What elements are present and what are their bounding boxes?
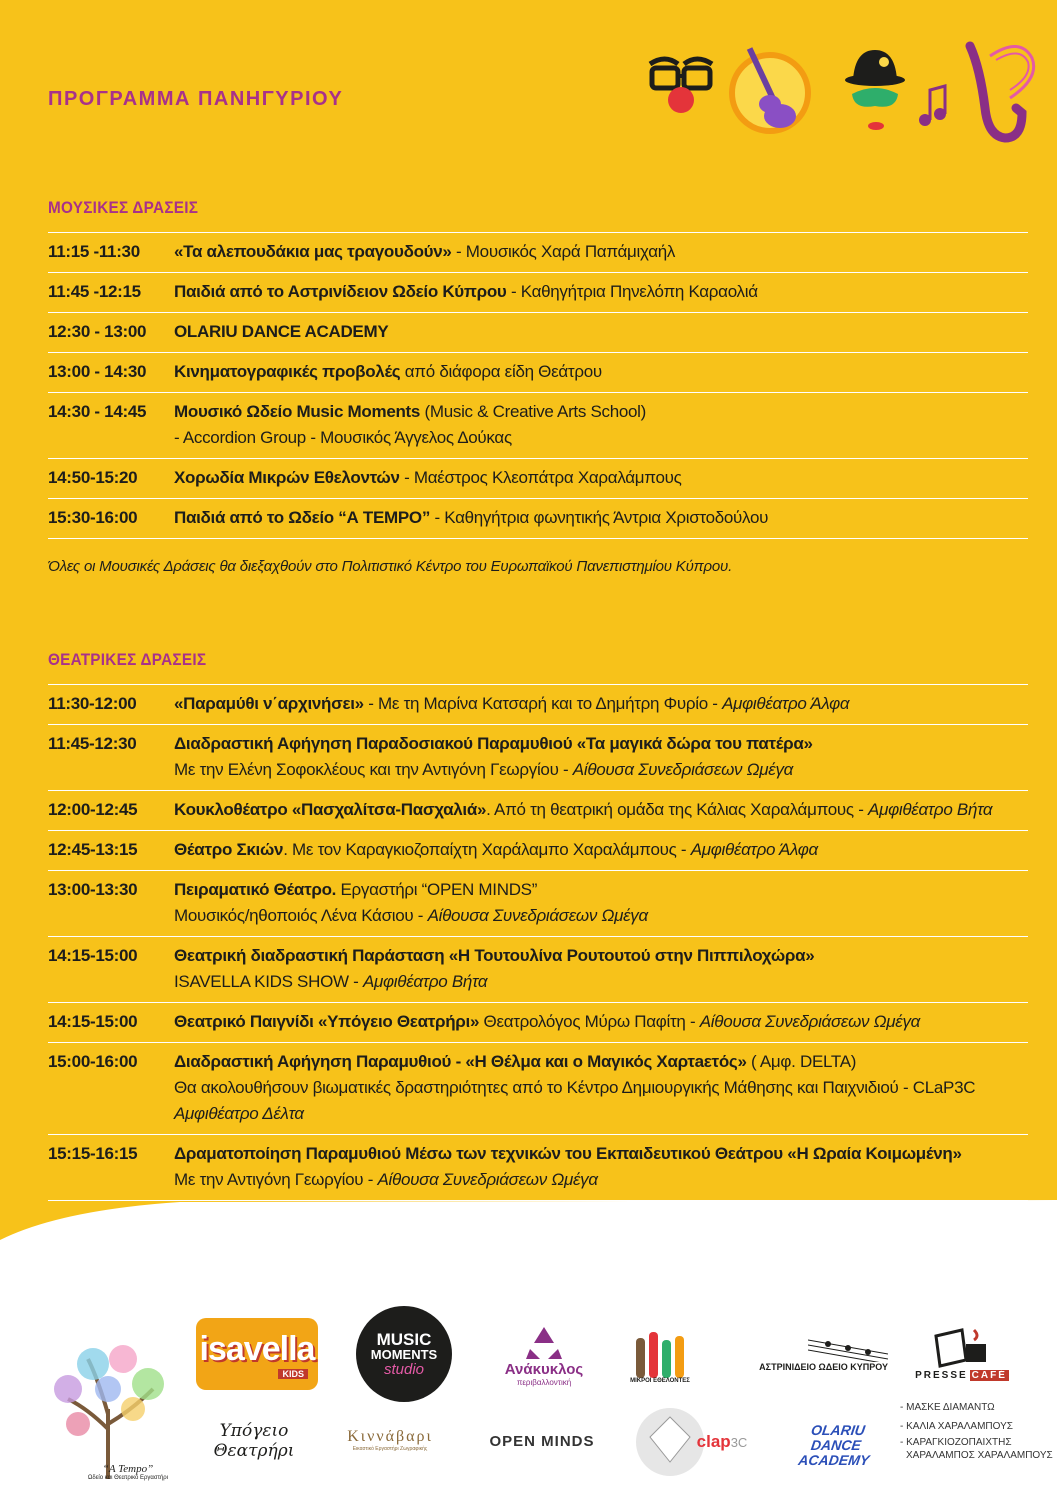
- newspaper-cup-icon: [932, 1326, 992, 1370]
- schedule-row: [48, 1042, 1028, 1134]
- kinnavari-logo: [320, 1420, 460, 1460]
- bowler-hat-mask-icon: [845, 50, 905, 130]
- ypogeio-line1: Υπόγειο: [219, 1421, 289, 1441]
- row-venue: Αμφιθέατρο Άλφα: [722, 694, 850, 713]
- schedule-row: [48, 1002, 1028, 1042]
- row-details-line2: Μουσικός/ηθοποιός Λένα Κάσιου -: [174, 906, 428, 925]
- anakyklos-name: Ανάκυκλος: [504, 1361, 584, 1378]
- schedule-row: [48, 458, 1028, 498]
- kite-icon: [635, 1407, 705, 1477]
- open-minds-logo: OPEN MINDS: [489, 1432, 595, 1450]
- guitar-icon: [732, 47, 808, 131]
- row-details: (Music & Creative Arts School): [420, 402, 647, 421]
- schedule-row: [48, 684, 1028, 724]
- music-note-icon: [919, 86, 946, 126]
- clap-name: clap: [696, 1432, 731, 1451]
- clap3c-logo: [626, 1404, 756, 1480]
- credits-list: [900, 1398, 1053, 1462]
- row-details: - Καθηγήτρια φωνητικής Άντρια Χριστοδούλου: [430, 508, 769, 527]
- olariu-line2: DANCE: [810, 1436, 863, 1453]
- row-details: . Από τη θεατρική ομάδα της Κάλιας Χαραλάμπους -: [486, 800, 869, 819]
- music-schedule: [48, 232, 1028, 539]
- row-time: 14:15-15:00: [48, 1012, 138, 1031]
- music-moments-logo: [356, 1306, 452, 1402]
- row-time: 14:15-15:00: [48, 946, 138, 965]
- row-title: Κουκλοθέατρο «Πασχαλίτσα-Πασχαλιά»: [174, 800, 487, 819]
- row-venue: Αμφιθέατρο Δέλτα: [174, 1104, 304, 1123]
- row-title: Θέατρο Σκιών: [174, 840, 284, 859]
- row-title: Χορωδία Μικρών Εθελοντών: [174, 468, 400, 487]
- row-details: από διάφορα είδη Θεάτρου: [400, 362, 602, 381]
- row-details-line2: Θα ακολουθήσουν βιωματικές δραστηριότητες από το Κέντρο Δημιουργικής Μάθησης και Παιχνιδιού - CLaP3C: [174, 1078, 976, 1097]
- schedule-row: [48, 936, 1028, 1002]
- row-details-line2: - Accordion Group - Μουσικός Άγγελος Δούκας: [174, 428, 512, 447]
- row-details: Εργαστήρι “OPEN MINDS”: [336, 880, 538, 899]
- row-title: «Παραμύθι ν΄αρχινήσει»: [174, 694, 364, 713]
- ypogeio-line2: Θεατρήρι: [213, 1441, 295, 1461]
- schedule-row: [48, 392, 1028, 458]
- row-title: Διαδραστική Αφήγηση Παραδοσιακού Παραμυθιού «Τα μαγικά δώρα του πατέρα»: [174, 734, 813, 753]
- theatre-section-heading: ΘΕΑΤΡΙΚΕΣ ΔΡΑΣΕΙΣ: [48, 650, 207, 669]
- row-details: - Με τη Μαρίνα Κατσαρή και το Δημήτρη Φυρίο -: [363, 694, 723, 713]
- row-venue: Αμφιθέατρο Βήτα: [868, 800, 993, 819]
- mm-line2: MOMENTS: [370, 1346, 438, 1362]
- mikroi-name: ΜΙΚΡΟΙ ΕΘΕΛΟΝΤΕΣ: [630, 1378, 690, 1384]
- row-time: 15:30-16:00: [48, 508, 138, 527]
- row-details: - Μουσικός Χαρά Παπάμιχαήλ: [451, 242, 676, 261]
- row-details-line2: Με την Αντιγόνη Γεωργίου -: [174, 1170, 378, 1189]
- mikroi-ethelontes-logo: [622, 1320, 698, 1392]
- music-staff-icon: [808, 1334, 888, 1362]
- presse-cafe-logo: [904, 1318, 1020, 1388]
- row-title: Πειραματικό Θέατρο.: [174, 880, 337, 899]
- olariu-logo: [782, 1414, 891, 1476]
- schedule-row: [48, 498, 1028, 538]
- row-time: 11:30-12:00: [48, 694, 137, 713]
- row-details: Θεατρολόγος Μύρω Παφίτη -: [479, 1012, 700, 1031]
- saxophone-icon: [970, 46, 1034, 138]
- isavella-logo: [196, 1318, 318, 1390]
- atempo-sub: Ωδείο και Θεατρικό Εργαστήρι: [87, 1475, 169, 1481]
- row-title: Δραματοποίηση Παραμυθιού Μέσω των τεχνικών του Εκπαιδευτικού Θεάτρου «Η Ωραία Κοιμωμένη»: [174, 1144, 962, 1163]
- row-time: 15:00-16:00: [48, 1052, 138, 1071]
- row-time: 13:00 - 14:30: [48, 362, 147, 381]
- atempo-name: “Α Tempo”: [102, 1463, 154, 1475]
- row-title: Παιδιά από το Ωδείο “Α ΤΕΜΡΟ”: [174, 508, 431, 527]
- music-venue-note: Όλες οι Μουσικές Δράσεις θα διεξαχθούν στο Πολιτιστικό Κέντρο του Ευρωπαϊκού Πανεπιστημίου Κύπρου.: [48, 558, 733, 575]
- row-details-line2: ISAVELLA KIDS SHOW -: [174, 972, 363, 991]
- isavella-name: isavella: [199, 1329, 315, 1368]
- schedule-row: [48, 232, 1028, 272]
- row-details: . Με τον Καραγκιοζοπαίχτη Χαράλαμπο Χαραλάμπους -: [283, 840, 691, 859]
- schedule-row: [48, 790, 1028, 830]
- presse-name: PRESSE: [915, 1369, 968, 1381]
- row-time: 14:50-15:20: [48, 468, 138, 487]
- ypogeio-logo: [204, 1410, 304, 1472]
- astrinidio-logo: [728, 1328, 888, 1378]
- astrinidio-name: ΑΣΤΡΙΝΙΔΕΙΟ ΩΔΕΙΟ ΚΥΠΡΟΥ: [759, 1362, 888, 1372]
- anakyklos-sub: περιβαλλοντική: [516, 1378, 572, 1387]
- row-title: «Τα αλεπουδάκια μας τραγουδούν»: [174, 242, 452, 261]
- funny-glasses-icon: [650, 59, 712, 113]
- schedule-row: [48, 312, 1028, 352]
- credit-item: ΧΑΡΑΛΑΜΠΟΣ ΧΑΡΑΛΑΜΠΟΥΣ: [906, 1450, 1053, 1461]
- row-time: 12:30 - 13:00: [48, 322, 147, 341]
- tree-icon: [38, 1329, 178, 1479]
- isavella-kids: KIDS: [278, 1369, 308, 1379]
- credit-item: - ΚΑΛΙΑ ΧΑΡΑΛΑΜΠΟΥΣ: [900, 1421, 1013, 1432]
- mm-line1: MUSIC: [376, 1329, 432, 1349]
- olariu-line3: ACADEMY: [797, 1451, 871, 1468]
- row-time: 15:15-16:15: [48, 1144, 138, 1163]
- row-title: Θεατρικό Παιγνίδι «Υπόγειο Θεατρήρι»: [174, 1012, 480, 1031]
- credit-item: - ΚΑΡΑΓΚΙΟΖΟΠΑΙΧΤΗΣ: [900, 1437, 1012, 1448]
- row-venue: Αμφιθέατρο Άλφα: [690, 840, 818, 859]
- header-illustration: [640, 38, 1040, 148]
- row-venue: Αμφιθέατρο Βήτα: [362, 972, 488, 991]
- schedule-row: [48, 870, 1028, 936]
- schedule-row: [48, 272, 1028, 312]
- row-details: - Καθηγήτρια Πηνελόπη Καραολιά: [506, 282, 758, 301]
- atempo-logo: [28, 1310, 188, 1500]
- row-venue: Αίθουσα Συνεδριάσεων Ωμέγα: [699, 1012, 921, 1031]
- row-time: 12:45-13:15: [48, 840, 138, 859]
- row-details-line2: Με την Ελένη Σοφοκλέους και την Αντιγόνη Γεωργίου -: [174, 760, 573, 779]
- theatre-schedule: [48, 684, 1028, 1201]
- row-details: ( Αμφ. DELTA): [746, 1052, 857, 1071]
- mm-line3: studio: [383, 1360, 425, 1378]
- olariu-line1: OLARIU: [810, 1421, 867, 1438]
- row-details: - Μαέστρος Κλεοπάτρα Χαραλάμπους: [399, 468, 682, 487]
- row-venue: Αίθουσα Συνεδριάσεων Ωμέγα: [377, 1170, 598, 1189]
- hands-icon: [630, 1328, 690, 1378]
- row-time: 11:45 -12:15: [48, 282, 141, 301]
- row-title: OLARIU DANCE ACADEMY: [174, 322, 389, 341]
- schedule-row: [48, 352, 1028, 392]
- credit-item: - ΜΑΣΚΕ ΔΙΑΜΑΝΤΩ: [900, 1402, 995, 1413]
- cafe-name: CAFÉ: [971, 1369, 1007, 1381]
- row-time: 11:15 -11:30: [48, 242, 140, 261]
- row-time: 14:30 - 14:45: [48, 402, 147, 421]
- music-section-heading: ΜΟΥΣΙΚΕΣ ΔΡΑΣΕΙΣ: [48, 198, 199, 217]
- divider: [48, 538, 1028, 539]
- anakyklos-logo: [492, 1320, 596, 1392]
- row-title: Παιδιά από το Αστρινίδειον Ωδείο Κύπρου: [174, 282, 507, 301]
- row-title: Μουσικό Ωδείο Music Moments: [174, 402, 421, 421]
- kinnavari-sub: Εικαστικό Εργαστήρι Ζωγραφικής: [352, 1446, 428, 1452]
- row-title: Διαδραστική Αφήγηση Παραμυθιού - «Η Θέλμα και ο Μαγικός Χαρτaετός»: [174, 1052, 747, 1071]
- recycle-icon: [524, 1325, 564, 1361]
- row-title: Θεατρική διαδραστική Παράσταση «Η Τουτουλίνα Ρουτουτού στην Πιππιλοχώρα»: [174, 946, 815, 965]
- row-title: Κινηματογραφικές προβολές: [174, 362, 401, 381]
- row-venue: Αίθουσα Συνεδριάσεων Ωμέγα: [572, 760, 794, 779]
- kinnavari-name: Κιννάβαρι: [347, 1428, 433, 1445]
- clap-3c: 3C: [730, 1434, 748, 1450]
- row-venue: Αίθουσα Συνεδριάσεων Ωμέγα: [427, 906, 648, 925]
- schedule-row: [48, 724, 1028, 790]
- schedule-row: [48, 830, 1028, 870]
- row-time: 12:00-12:45: [48, 800, 138, 819]
- row-time: 13:00-13:30: [48, 880, 138, 899]
- row-time: 11:45-12:30: [48, 734, 137, 753]
- page-title: ΠΡΟΓΡΑΜΜΑ ΠΑΝΗΓΥΡΙΟΥ: [48, 88, 344, 110]
